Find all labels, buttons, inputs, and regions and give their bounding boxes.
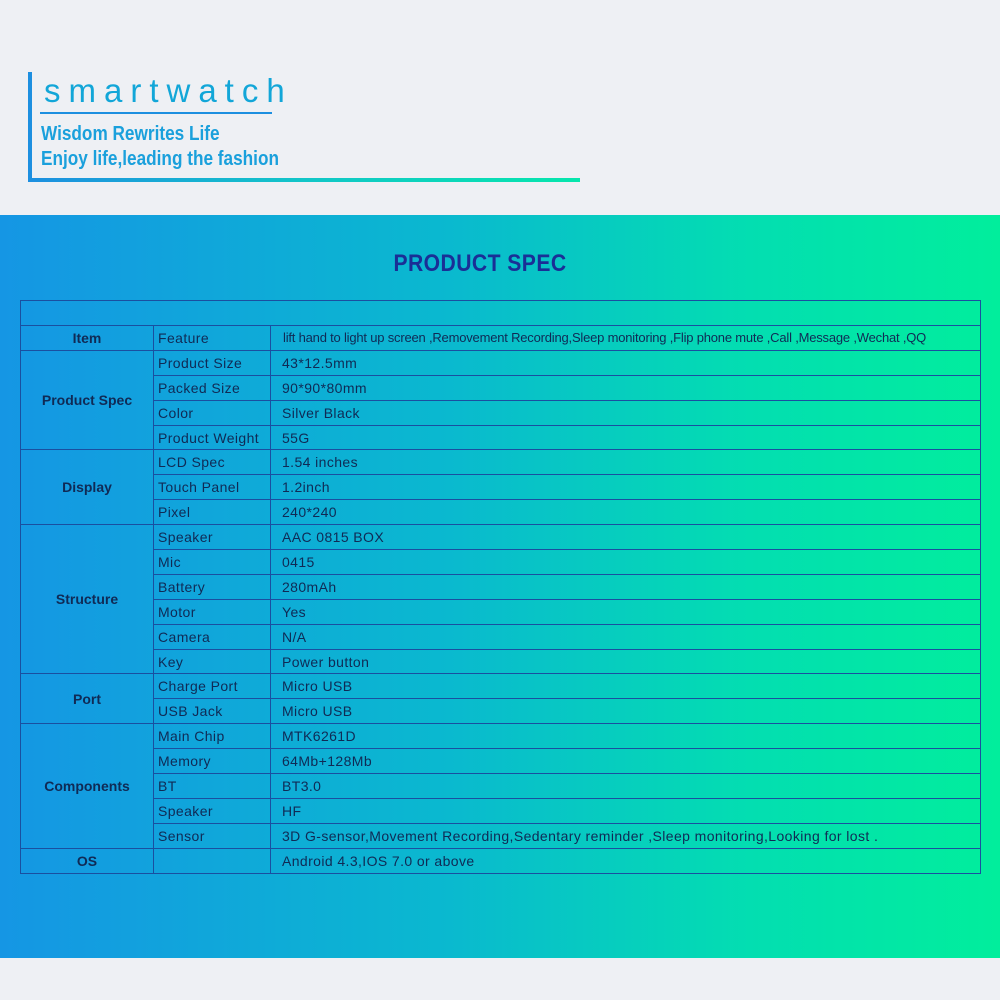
- table-row: [21, 574, 981, 599]
- item-header-cell: Item: [21, 326, 154, 351]
- spec-value-cell: 240*240: [271, 500, 981, 525]
- spec-value-cell: BT3.0: [271, 774, 981, 799]
- spec-value-cell: MTK6261D: [271, 724, 981, 749]
- table-row: [21, 798, 981, 823]
- table-row-feature: [21, 326, 981, 351]
- spec-label-cell: Motor: [154, 599, 271, 624]
- spec-label-cell: Memory: [154, 749, 271, 774]
- spec-label-cell: Product Size: [154, 350, 271, 375]
- category-cell: Structure: [21, 525, 154, 674]
- category-cell: Port: [21, 674, 154, 724]
- spec-label-cell: Color: [154, 400, 271, 425]
- spec-label-cell: Packed Size: [154, 375, 271, 400]
- spec-label-cell: Speaker: [154, 798, 271, 823]
- table-row: [21, 550, 981, 575]
- table-row: [21, 425, 981, 450]
- spec-label-cell: Charge Port: [154, 674, 271, 699]
- table-row: [21, 400, 981, 425]
- header-horizontal-rule: [28, 178, 580, 182]
- spec-value-cell: 0415: [271, 550, 981, 575]
- spec-label-cell: USB Jack: [154, 699, 271, 724]
- feature-value-cell: lift hand to light up screen ,Removement Recording,Sleep monitoring ,Flip phone mute ,Call ,Message ,Wechat ,QQ: [271, 326, 981, 351]
- spec-value-cell: N/A: [271, 624, 981, 649]
- category-cell: Components: [21, 724, 154, 848]
- spec-value-cell: 3D G-sensor,Movement Recording,Sedentary reminder ,Sleep monitoring,Looking for lost .: [271, 823, 981, 848]
- spec-label-cell: Product Weight: [154, 425, 271, 450]
- spec-label-cell: Battery: [154, 574, 271, 599]
- header-vertical-rule: [28, 72, 32, 182]
- spec-label-cell: Mic: [154, 550, 271, 575]
- table-row: [21, 724, 981, 749]
- spec-table: [20, 300, 981, 874]
- tagline-primary: Wisdom Rewrites Life: [41, 123, 220, 145]
- page-title: PRODUCT SPEC: [393, 250, 567, 277]
- spec-value-cell: 55G: [271, 425, 981, 450]
- brand-title: smartwatch: [44, 72, 293, 109]
- os-empty-cell: [154, 848, 271, 873]
- spec-value-cell: Yes: [271, 599, 981, 624]
- spec-label-cell: Sensor: [154, 823, 271, 848]
- spec-label-cell: Touch Panel: [154, 475, 271, 500]
- os-value-cell: Android 4.3,IOS 7.0 or above: [271, 848, 981, 873]
- tagline-secondary: Enjoy life,leading the fashion: [41, 148, 279, 170]
- table-row: [21, 674, 981, 699]
- table-row: [21, 699, 981, 724]
- table-row: [21, 475, 981, 500]
- spec-value-cell: 1.2inch: [271, 475, 981, 500]
- table-row: [21, 649, 981, 674]
- spec-label-cell: Key: [154, 649, 271, 674]
- spec-label-cell: Camera: [154, 624, 271, 649]
- spec-value-cell: Power button: [271, 649, 981, 674]
- category-cell: Product Spec: [21, 350, 154, 450]
- spec-label-cell: Main Chip: [154, 724, 271, 749]
- table-spacer-row: [21, 301, 981, 326]
- table-row-os: [21, 848, 981, 873]
- spec-label-cell: LCD Spec: [154, 450, 271, 475]
- spec-label-cell: Pixel: [154, 500, 271, 525]
- header-banner: [0, 0, 1000, 215]
- spec-value-cell: HF: [271, 798, 981, 823]
- table-row: [21, 375, 981, 400]
- spec-value-cell: Silver Black: [271, 400, 981, 425]
- table-row: [21, 823, 981, 848]
- table-row: [21, 500, 981, 525]
- table-row: [21, 599, 981, 624]
- table-row: [21, 350, 981, 375]
- spec-value-cell: 90*90*80mm: [271, 375, 981, 400]
- spec-label-cell: BT: [154, 774, 271, 799]
- category-cell: Display: [21, 450, 154, 525]
- brand-underline: [40, 112, 272, 114]
- os-category-cell: OS: [21, 848, 154, 873]
- table-row: [21, 525, 981, 550]
- table-row: [21, 450, 981, 475]
- spec-value-cell: Micro USB: [271, 674, 981, 699]
- spec-value-cell: 1.54 inches: [271, 450, 981, 475]
- spec-value-cell: 64Mb+128Mb: [271, 749, 981, 774]
- table-row: [21, 749, 981, 774]
- spec-value-cell: 280mAh: [271, 574, 981, 599]
- feature-label-cell: Feature: [154, 326, 271, 351]
- spec-value-cell: Micro USB: [271, 699, 981, 724]
- spec-value-cell: 43*12.5mm: [271, 350, 981, 375]
- table-row: [21, 624, 981, 649]
- spec-value-cell: AAC 0815 BOX: [271, 525, 981, 550]
- spec-label-cell: Speaker: [154, 525, 271, 550]
- table-row: [21, 774, 981, 799]
